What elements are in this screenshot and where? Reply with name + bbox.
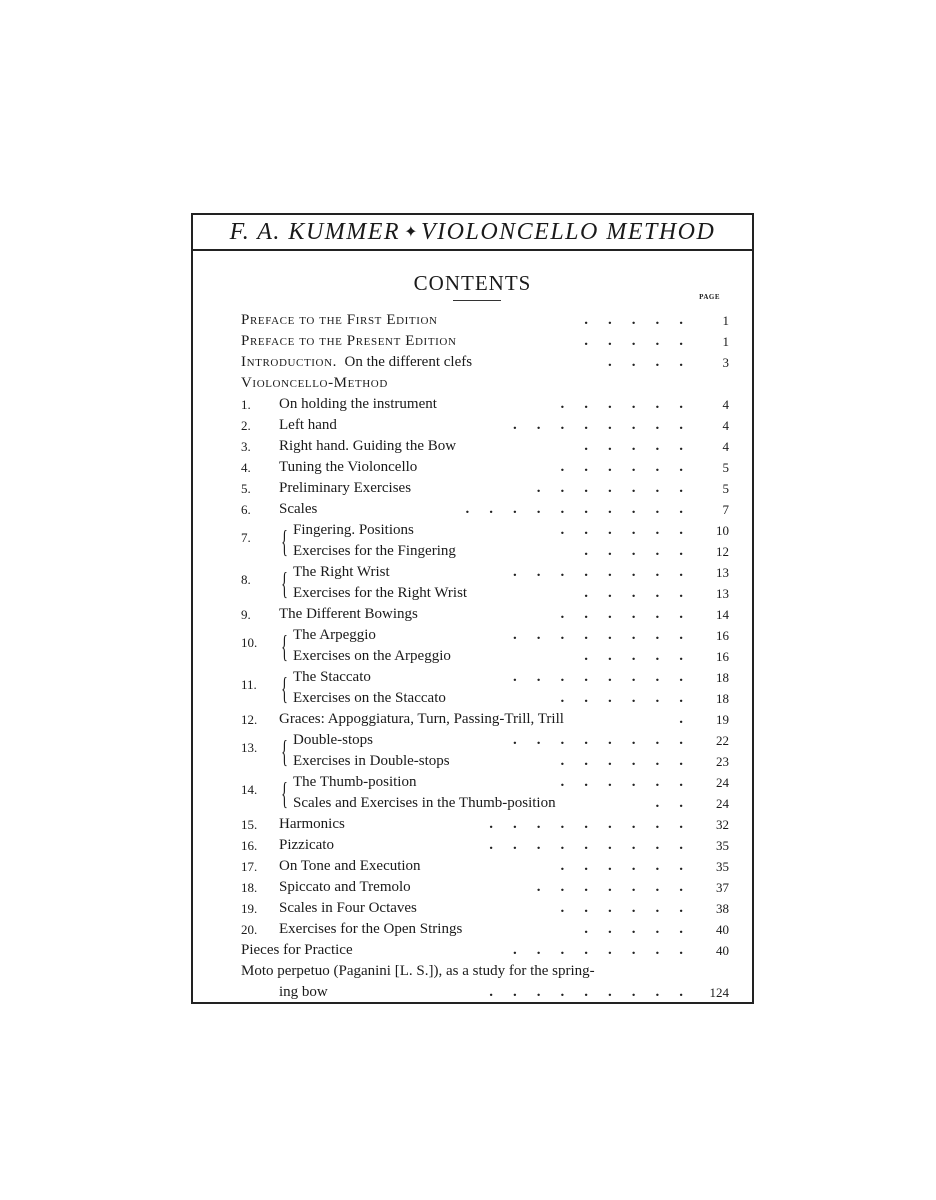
- leader-dots: .........: [489, 816, 703, 832]
- toc-number: 9.: [241, 607, 251, 622]
- leader-dots: .: [679, 711, 703, 727]
- header-author: F. A. KUMMER: [229, 218, 401, 245]
- toc-entry[interactable]: [241, 772, 729, 793]
- leader-dots: .....: [584, 438, 703, 454]
- section-heading-label: Violoncello-Method: [241, 375, 388, 391]
- leader-dots: ......: [560, 858, 703, 874]
- toc-page: 22: [716, 733, 729, 748]
- toc-entry-moto-line2[interactable]: [241, 982, 729, 1003]
- toc-entry[interactable]: [241, 520, 729, 541]
- leader-dots: .....: [584, 333, 703, 349]
- toc-label: Double-stops: [293, 732, 373, 748]
- toc-entry[interactable]: [241, 625, 729, 646]
- page-frame: [191, 213, 754, 1004]
- leader-dots: ..........: [465, 501, 703, 517]
- brace-icon: {: [281, 733, 288, 769]
- title-rule: [453, 300, 501, 301]
- toc-entry-group-13: [241, 730, 729, 772]
- toc-label: The Different Bowings: [279, 606, 418, 622]
- toc-entry-moto-line1[interactable]: [241, 961, 729, 982]
- brace-icon: {: [281, 775, 288, 811]
- toc-label: Scales: [279, 501, 318, 517]
- toc-number: 1.: [241, 397, 251, 412]
- toc-entry[interactable]: [241, 394, 729, 415]
- toc-entry-group-8: [241, 562, 729, 604]
- toc-number: 11.: [241, 677, 257, 692]
- page-column-label: PAGE: [699, 293, 720, 301]
- leader-dots: .....: [584, 921, 703, 937]
- toc-number: 4.: [241, 460, 251, 475]
- toc-page: 23: [716, 754, 729, 769]
- toc-page: 19: [716, 712, 729, 727]
- toc-page: 12: [716, 544, 729, 559]
- toc-entry-group-7: [241, 520, 729, 562]
- toc-entry[interactable]: [241, 499, 729, 520]
- toc-section-heading: [241, 373, 729, 394]
- toc-entry-group-11: [241, 667, 729, 709]
- leader-dots: ......: [560, 396, 703, 412]
- toc-page: 5: [722, 481, 729, 496]
- running-header: [193, 215, 752, 251]
- toc-page: 3: [722, 355, 729, 370]
- toc-label: Preface to the Present Edition: [241, 333, 457, 349]
- toc-label: Fingering. Positions: [293, 522, 414, 538]
- toc-label: [241, 352, 472, 373]
- leader-dots: ......: [560, 753, 703, 769]
- toc-entry[interactable]: [241, 877, 729, 898]
- leader-dots: .......: [536, 480, 703, 496]
- introduction-sub: On the different clefs: [344, 354, 473, 370]
- toc-number: 5.: [241, 481, 251, 496]
- brace-icon: {: [281, 565, 288, 601]
- toc-entry[interactable]: [241, 688, 729, 709]
- leader-dots: ......: [560, 900, 703, 916]
- toc-label: Exercises for the Open Strings: [279, 921, 463, 937]
- toc-page: 4: [722, 418, 729, 433]
- toc-label: Harmonics: [279, 816, 345, 832]
- toc-entry[interactable]: [241, 583, 729, 604]
- toc-label: Exercises for the Right Wrist: [293, 585, 468, 601]
- toc-label: Scales in Four Octaves: [279, 900, 417, 916]
- toc-entry[interactable]: [241, 835, 729, 856]
- toc-page: 35: [716, 838, 729, 853]
- toc-entry[interactable]: [241, 898, 729, 919]
- toc-number: 7.: [241, 530, 251, 545]
- toc-number: 2.: [241, 418, 251, 433]
- toc-number: 20.: [241, 922, 258, 937]
- toc-label: Exercises on the Staccato: [293, 690, 446, 706]
- toc-label: Exercises in Double-stops: [293, 753, 450, 769]
- toc-label: The Staccato: [293, 669, 371, 685]
- brace-icon: {: [281, 670, 288, 706]
- introduction-label: Introduction.: [241, 354, 337, 370]
- toc-entry-group-10: [241, 625, 729, 667]
- toc-page: 18: [716, 670, 729, 685]
- toc-page: 24: [716, 775, 729, 790]
- leader-dots: .....: [584, 585, 703, 601]
- toc-entry[interactable]: [241, 751, 729, 772]
- leader-dots: ........: [513, 564, 703, 580]
- leader-dots: .......: [536, 879, 703, 895]
- toc-entry[interactable]: [241, 730, 729, 751]
- toc-page: 40: [716, 943, 729, 958]
- toc-label: The Thumb-position: [293, 774, 417, 790]
- leader-dots: ........: [513, 417, 703, 433]
- toc-page: 16: [716, 649, 729, 664]
- toc-number: 16.: [241, 838, 258, 853]
- toc-page: 37: [716, 880, 729, 895]
- toc-page: 24: [716, 796, 729, 811]
- leader-dots: .........: [489, 837, 703, 853]
- toc-number: 12.: [241, 712, 258, 727]
- leader-dots: ....: [608, 354, 703, 370]
- toc-page: 40: [716, 922, 729, 937]
- header-title: VIOLONCELLO METHOD: [420, 218, 716, 245]
- toc-page: 10: [716, 523, 729, 538]
- leader-dots: .....: [584, 648, 703, 664]
- toc-page: 13: [716, 586, 729, 601]
- brace-icon: {: [281, 523, 288, 559]
- leader-dots: ........: [513, 669, 703, 685]
- leader-dots: ........: [513, 627, 703, 643]
- toc-label: The Right Wrist: [293, 564, 390, 580]
- toc-label: Pizzicato: [279, 837, 334, 853]
- toc-entry[interactable]: [241, 856, 729, 877]
- fleuron-icon: ✦: [404, 224, 419, 241]
- toc-label: Left hand: [279, 417, 337, 433]
- toc-label: The Arpeggio: [293, 627, 376, 643]
- toc-entry[interactable]: [241, 919, 729, 940]
- toc-page: 1: [722, 313, 729, 328]
- leader-dots: ........: [513, 732, 703, 748]
- leader-dots: .....: [584, 312, 703, 328]
- toc-page: 7: [722, 502, 729, 517]
- leader-dots: ......: [560, 459, 703, 475]
- leader-dots: ......: [560, 690, 703, 706]
- toc-page: 35: [716, 859, 729, 874]
- toc-entry[interactable]: [241, 604, 729, 625]
- toc-label: Scales and Exercises in the Thumb-position: [293, 795, 556, 811]
- toc-entry-preface-first[interactable]: [241, 310, 729, 331]
- toc-page: 5: [722, 460, 729, 475]
- toc-entry[interactable]: [241, 415, 729, 436]
- toc-label: Graces: Appoggiatura, Turn, Passing-Trill, Trill: [279, 711, 564, 727]
- toc-label: ing bow: [279, 984, 328, 1000]
- toc-label: Exercises for the Fingering: [293, 543, 456, 559]
- toc-label: Pieces for Practice: [241, 942, 353, 958]
- toc-entry-preface-present[interactable]: [241, 331, 729, 352]
- leader-dots: .....: [584, 543, 703, 559]
- toc-page: 13: [716, 565, 729, 580]
- toc-number: 14.: [241, 782, 258, 797]
- leader-dots: .........: [489, 984, 703, 1000]
- toc-label: Preliminary Exercises: [279, 480, 412, 496]
- toc-entry[interactable]: [241, 646, 729, 667]
- toc-number: 13.: [241, 740, 258, 755]
- toc-label: Exercises on the Arpeggio: [293, 648, 451, 664]
- toc-number: 17.: [241, 859, 258, 874]
- leader-dots: ..: [655, 795, 703, 811]
- toc-entry[interactable]: [241, 541, 729, 562]
- toc-entry[interactable]: [241, 793, 729, 814]
- leader-dots: ......: [560, 522, 703, 538]
- toc-label: On holding the instrument: [279, 396, 437, 412]
- toc-label: On Tone and Execution: [279, 858, 421, 874]
- leader-dots: ........: [513, 942, 703, 958]
- toc-entry[interactable]: [241, 709, 729, 730]
- leader-dots: ......: [560, 774, 703, 790]
- toc-entry[interactable]: [241, 667, 729, 688]
- toc-page: 16: [716, 628, 729, 643]
- toc-page: 1: [722, 334, 729, 349]
- table-of-contents: [241, 310, 729, 1003]
- brace-icon: {: [281, 628, 288, 664]
- toc-entry[interactable]: [241, 562, 729, 583]
- toc-label: Preface to the First Edition: [241, 312, 438, 328]
- toc-label: Right hand. Guiding the Bow: [279, 438, 457, 454]
- toc-number: 18.: [241, 880, 258, 895]
- toc-page: 38: [716, 901, 729, 916]
- toc-number: 3.: [241, 439, 251, 454]
- toc-entry[interactable]: [241, 814, 729, 835]
- toc-number: 6.: [241, 502, 251, 517]
- toc-label: Spiccato and Tremolo: [279, 879, 411, 895]
- toc-entry-group-14: [241, 772, 729, 814]
- toc-page: 4: [722, 439, 729, 454]
- toc-entry-introduction[interactable]: [241, 352, 729, 373]
- toc-number: 15.: [241, 817, 258, 832]
- toc-entry[interactable]: [241, 457, 729, 478]
- toc-number: 8.: [241, 572, 251, 587]
- toc-page: 4: [722, 397, 729, 412]
- toc-label: Tuning the Violoncello: [279, 459, 418, 475]
- toc-entry[interactable]: [241, 478, 729, 499]
- toc-number: 19.: [241, 901, 258, 916]
- toc-entry-pieces[interactable]: [241, 940, 729, 961]
- toc-page: 14: [716, 607, 729, 622]
- leader-dots: ......: [560, 606, 703, 622]
- toc-page: 32: [716, 817, 729, 832]
- toc-page: 18: [716, 691, 729, 706]
- toc-number: 10.: [241, 635, 258, 650]
- toc-label: Moto perpetuo (Paganini [L. S.]), as a study for the spring-: [241, 963, 595, 979]
- contents-heading: CONTENTS: [413, 271, 532, 295]
- toc-entry[interactable]: [241, 436, 729, 457]
- toc-page: 124: [709, 985, 729, 1000]
